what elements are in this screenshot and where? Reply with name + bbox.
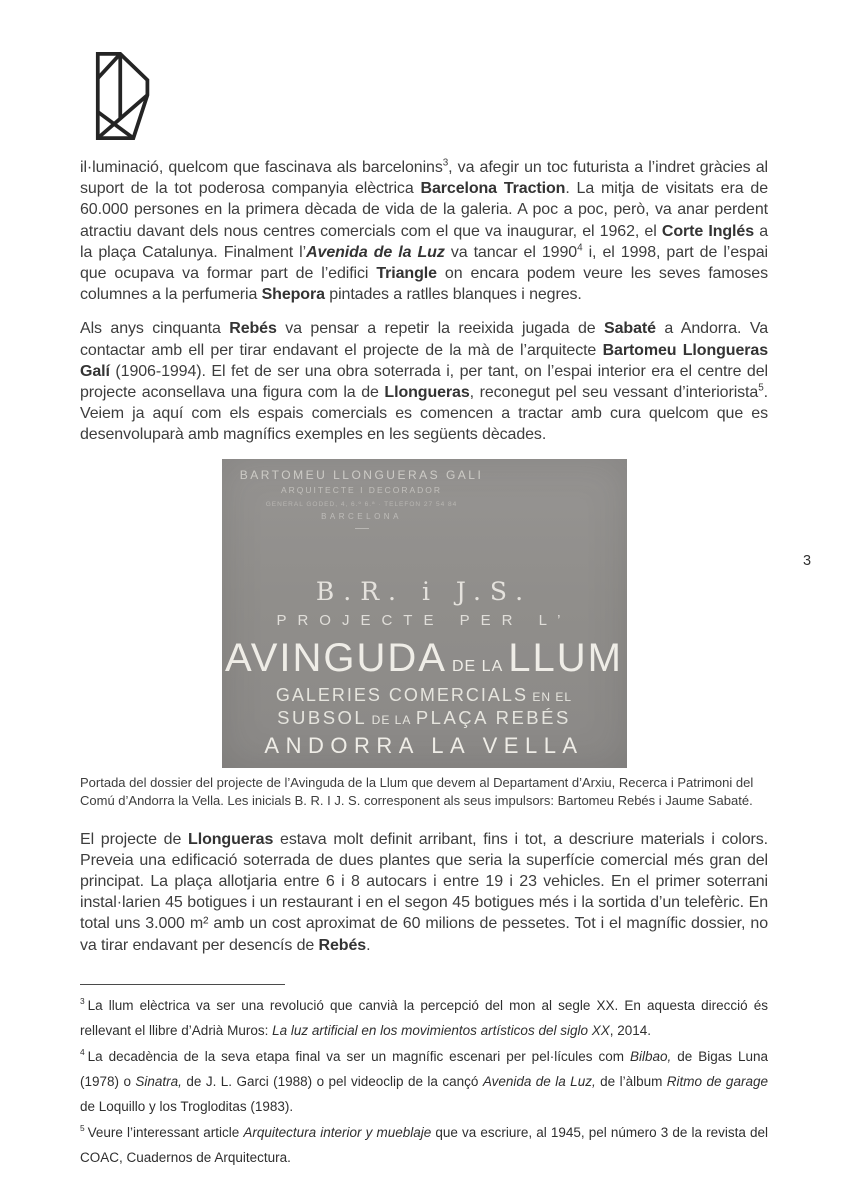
footnote-3-text: La llum elèctrica va ser una revolució que canvià la percepció del mon al segle XX. En aquesta direcció és rellevant el llibre d’Adrià Muros: La luz artificial en los movimientos artísticos del siglo XX, 2014. xyxy=(80,997,768,1039)
letterhead-address: GENERAL GODED, 4, 6.º 6.ª · TELEFON 27 54 84 xyxy=(265,501,458,509)
publisher-logo-icon xyxy=(93,52,155,140)
cover-title-block xyxy=(222,459,627,757)
paragraph-3: El projecte de Llongueras estava molt definit arribant, fins i tot, a descriure materials i colors. Preveia una edificació soterrada de dues plantes que seria la superfície comercial més gran del principat. La plaça allotjaria entre 6 i 8 autocars i entre 19 i 23 vehicles. En el primer soterrani instal·larien 45 botigues i un restaurant i en el segon 45 botigues més i la sortida d’un telefèric. En total uns 3.000 m² amb un cost aproximat de 60 milions de pessetes. Tot i el magnífic dossier, no va tirar endavant per desencís de Rebés. xyxy=(80,830,768,954)
figure-caption: Portada del dossier del projecte de l’Avinguda de la Llum que devem al Departament d’Arxiu, Recerca i Patrimoni del Comú d’Andorra la Vella. Les inicials B. R. I J. S. corresponent als seus impulsors: Bartomeu Rebés i Jaume Sabaté. xyxy=(80,774,754,809)
cover-main-title xyxy=(222,635,627,680)
footnote-5-marker: 5 xyxy=(80,1123,85,1134)
letterhead-name: BARTOMEU LLONGUERAS GALI xyxy=(239,467,484,482)
footnote-4-text: La decadència de la seva etapa final va ser un magnífic escenari per pel·lícules com Bilbao, de Bigas Luna (1978) o Sinatra, de J. L. Garci (1988) o pel videoclip de la cançó Avenida de la Luz, de l’àlbum Ritmo de garage de Loquillo y los Trogloditas (1983). xyxy=(80,1048,768,1115)
text-column xyxy=(80,157,768,1171)
cover-line4-main1: SUBSOL xyxy=(277,706,368,728)
cover-line-subsol xyxy=(222,706,627,728)
cover-line4-small: DE LA xyxy=(371,712,412,727)
footnote-separator xyxy=(80,984,285,985)
footnote-4 xyxy=(80,1044,768,1120)
cover-subtitle: PROJECTE PER L’ xyxy=(276,611,572,629)
cover-initials: B.R. i J.S. xyxy=(315,576,533,606)
page-number: 3 xyxy=(803,553,812,569)
letterhead-city: BARCELONA xyxy=(321,511,402,521)
cover-line-andorra: ANDORRA LA VELLA xyxy=(264,732,584,758)
cover-line-galeries xyxy=(222,686,627,705)
footnote-3-marker: 3 xyxy=(80,996,85,1007)
footnote-4-marker: 4 xyxy=(80,1047,85,1058)
cover-line3-main: GALERIES COMERCIALS xyxy=(275,684,528,705)
cover-line4-main2: PLAÇA REBÉS xyxy=(415,706,571,728)
footnotes-section xyxy=(80,984,768,1171)
footnote-5 xyxy=(80,1120,768,1171)
paragraph-2: Als anys cinquanta Rebés va pensar a repetir la reeixida jugada de Sabaté a Andorra. Va contactar amb ell per tirar endavant el projecte de la mà de l’arquitecte Bartomeu Llongueras Galí (1906-1994). El fet de ser una obra soterrada i, per tant, on l’espai interior era el centre del projecte aconsellava una figura com la de Llongueras, reconegut pel seu vessant d’interiorista$^5$. Veiem ja aquí com els espais comercials es comencen a tractar amb cura quelcom que es desenvoluparà amb magnífics exemples en les següents dècades. xyxy=(80,320,769,444)
footnote-3 xyxy=(80,993,768,1044)
title-word-llum: LLUM xyxy=(508,635,623,680)
letterhead-role: ARQUITECTE I DECORADOR xyxy=(280,484,443,495)
paragraph-1: il·luminació, quelcom que fascinava als barcelonins$^3$, va afegir un toc futurista a l’indret gràcies al suport de la tot poderosa companyia elèctrica Barcelona Traction. La mitja de visitats era de 60.000 persones en la primera dècada de vida de la galeria. A poc a poc, però, va anar perdent atractiu davant dels nous centres comercials com el que va inaugurar, el 1962, el Corte Inglés a la plaça Catalunya. Finalment l’Avenida de la Luz va tancar el 1990$^4$ i, el 1998, part de l’espai que ocupava va formar part de l’edifici Triangle on encara podem veure les seves famoses columnes a la perfumeria Shepora pintades a ratlles blanques i negres. xyxy=(80,157,768,304)
cover-line3-small: EN EL xyxy=(532,689,573,704)
title-word-de-la: DE LA xyxy=(452,657,504,675)
title-word-avinguda: AVINGUDA xyxy=(225,635,447,680)
dossier-cover-image xyxy=(222,459,627,768)
footnote-5-text: Veure l’interessant article Arquitectura interior y mueblaje que va escriure, al 1945, pel número 3 de la revista del COAC, Cuadernos de Arquitectura. xyxy=(80,1124,768,1166)
